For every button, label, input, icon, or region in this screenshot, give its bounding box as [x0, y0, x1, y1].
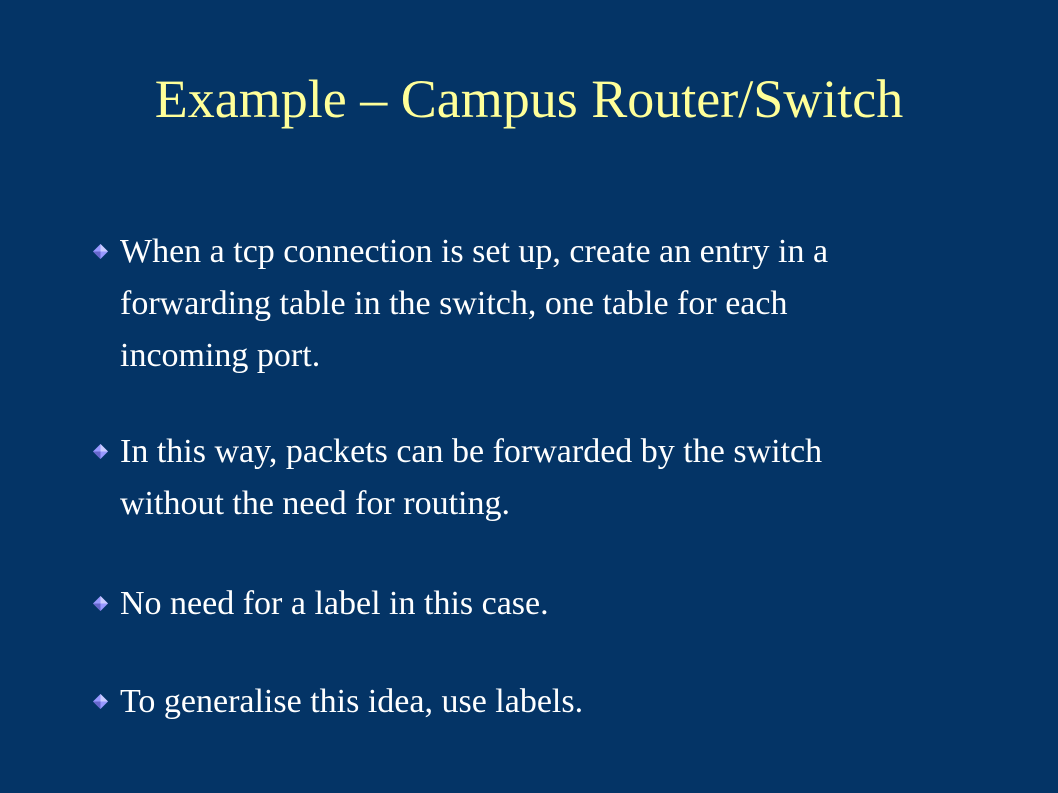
bullet-line: To generalise this idea, use labels. — [120, 683, 584, 720]
bullet-line: without the need for routing. — [120, 485, 510, 522]
bullet-line: incoming port. — [120, 337, 321, 374]
diamond-bullet-icon — [92, 243, 109, 260]
slide-title: Example – Campus Router/Switch — [154, 69, 904, 129]
diamond-bullet-icon — [92, 595, 109, 612]
bullet-line: No need for a label in this case. — [120, 585, 549, 622]
diamond-bullet-icon — [92, 693, 109, 710]
bullet-line: forwarding table in the switch, one table for each — [120, 285, 788, 322]
bullet-line: When a tcp connection is set up, create an entry in a — [120, 233, 829, 270]
bullet-text — [120, 426, 980, 530]
bullet-text — [120, 226, 980, 382]
diamond-bullet-icon — [92, 443, 109, 460]
bullet-text — [120, 578, 980, 630]
bullet-line: In this way, packets can be forwarded by the switch — [120, 433, 823, 470]
bullet-text — [120, 676, 980, 728]
